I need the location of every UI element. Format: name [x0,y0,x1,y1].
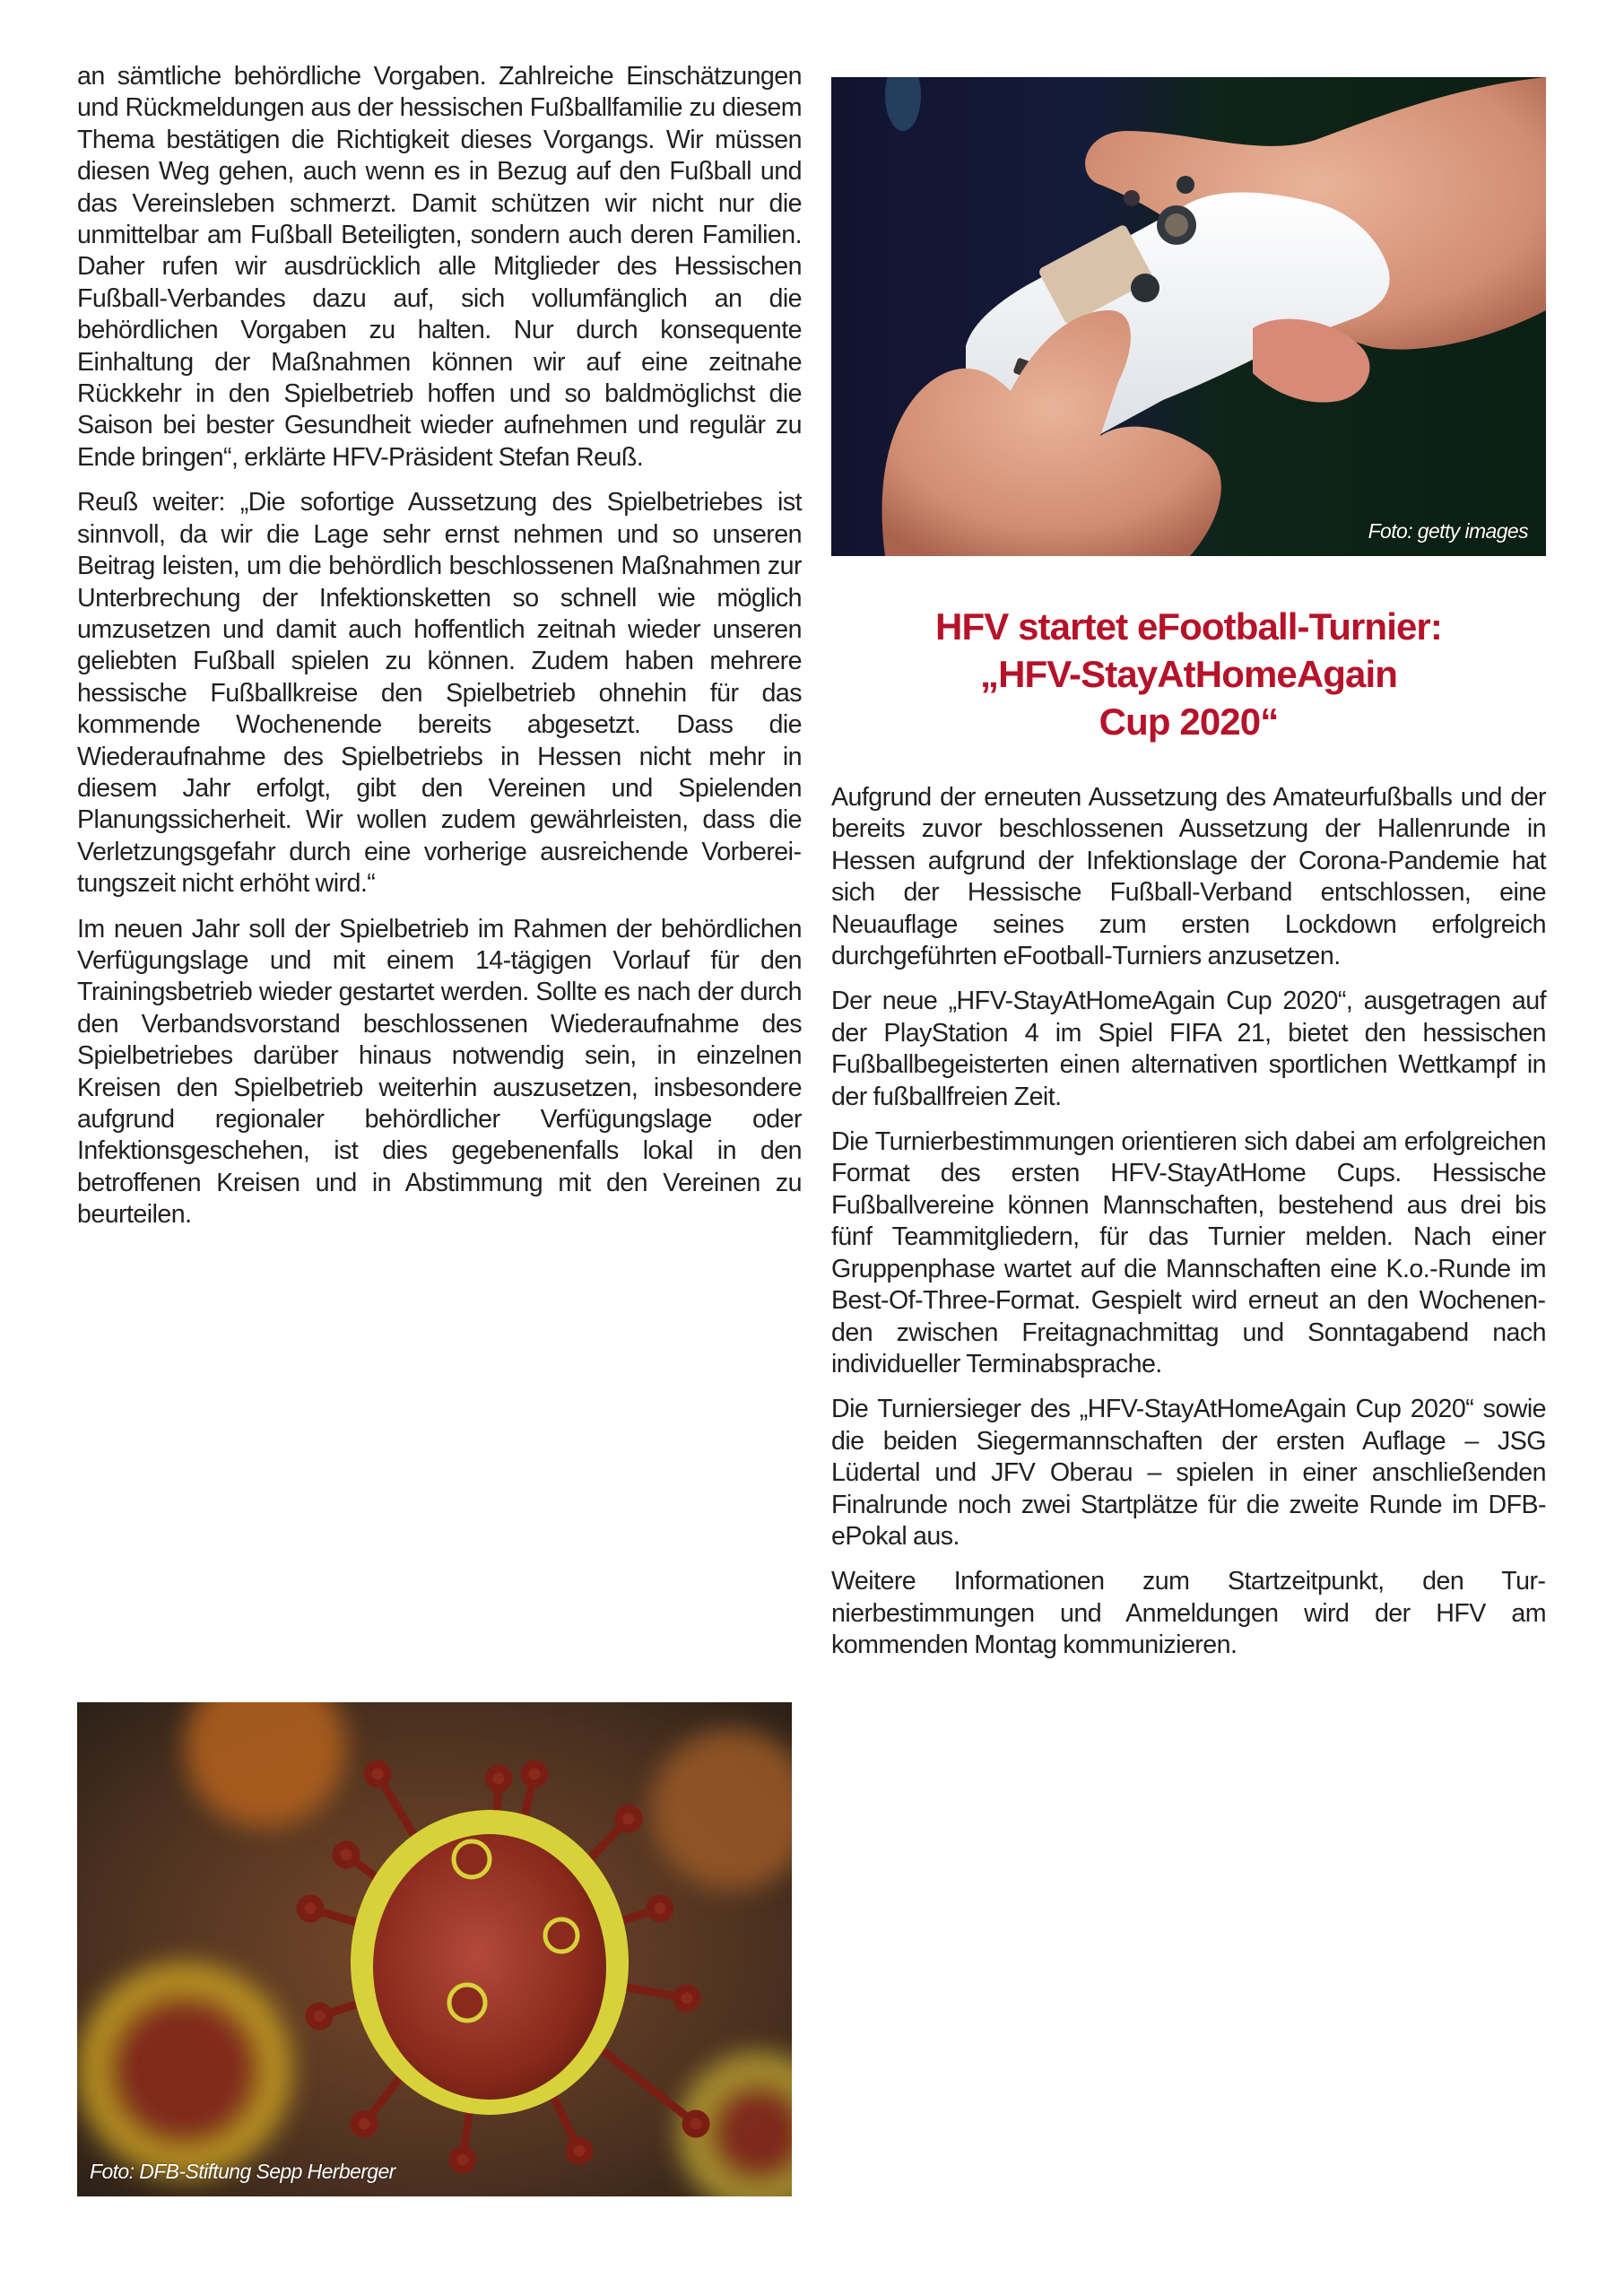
headline-line: HFV startet eFootball-Turnier: [935,605,1442,648]
paragraph: an sämtliche behördliche Vorgaben. Zahlreiche Einschätzungen und Rückmeldungen aus der hessischen Fußballfamilie zu diesem Thema bestätigen die Richtigkeit dieses Vorgangs. Wir müssen diesen Weg gehen, auch wenn es in Bezug auf den Fußball und das Vereinsleben schmerzt. Damit schützen wir nicht nur die unmittelbar am Fußball Beteiligten, sondern auch deren Familien. Daher rufen wir ausdrücklich alle Mitglieder des Hessischen Fußball-Verbandes dazu auf, sich vollumfänglich an die behördlichen Vorgaben zu halten. Nur durch konsequente Einhaltung der Maßnahmen können wir auf eine zeitnahe Rückkehr in den Spielbetrieb hoffen und so baldmöglichst die Saison bei bester Gesundheit wieder aufnehmen und regulär zu Ende bringen“, erklärte HFV-Präsident Stefan Reuß. [77,62,802,472]
article-body [831,782,1546,1675]
coronavirus-image [77,1702,792,2196]
headline-line: Cup 2020“ [1099,700,1279,743]
photo-credit: Foto: getty images [1368,519,1528,543]
paragraph: Die Turnierbestimmungen orientieren sich dabei am erfolgreichen Format des ersten HFV-StayAtHome Cups. Hessische Fußballvereine können Mannschaften, bestehend aus drei bis fünf Teammitgliedern, für das Turnier melden. Nach einer Gruppenphase wartet auf die Mannschaften eine K.o.-Runde im Best-Of-Three-Format. Gespielt wird erneut an den Wochenenden zwischen Freitagnachmittag und Sonntagabend nach individueller Terminabsprache. [831,1127,1546,1378]
paragraph: Aufgrund der erneuten Aussetzung des Amateurfußballs und der bereits zuvor beschlossenen Aussetzung der Hallenrunde in Hessen aufgrund der Infektionslage der Corona-Pandemie hat sich der Hessische Fußball-Verband entschlossen, eine Neuauflage seines zum ersten Lockdown erfolgreich durchgeführten eFootball-Turniers anzusetzen. [831,783,1546,971]
headline-line: „HFV-StayAtHomeAgain [979,653,1398,695]
paragraph: Weitere Informationen zum Startzeitpunkt, den Turnierbestimmungen und Anmeldungen wird der HFV am kommenden Montag kommunizieren. [831,1567,1546,1660]
controller-photo [831,77,1546,556]
game-controller-image [831,77,1546,556]
left-column-text [77,61,802,1245]
paragraph: Der neue „HFV-StayAtHomeAgain Cup 2020“, ausgetragen auf der PlayStation 4 im Spiel FIFA 21, bietet den hessischen Fußballbegeisterten einen alternativen sportlichen Wettkampf in der fußballfreien Zeit. [831,987,1546,1111]
article-headline [831,603,1546,745]
paragraph: Reuß weiter: „Die sofortige Aussetzung des Spielbetriebes ist sinnvoll, da wir die Lage sehr ernst nehmen und so unseren Beitrag leisten, um die behördlich beschlossenen Maßnahmen zur Unterbrechung der Infektionsketten so schnell wie möglich umzusetzen und damit auch hoffentlich zeitnah wieder unseren geliebten Fußball spielen zu können. Zudem haben mehrere hessische Fußballkreise den Spielbetrieb ohnehin für das kommende Wochenende bereits abgesetzt. Dass die Wiederaufnahme des Spielbetriebs in Hessen nicht mehr in diesem Jahr erfolgt, gibt den Vereinen und Spielenden Planungssicherheit. Wir wollen zudem gewährleisten, dass die Verletzungsgefahr durch eine vorherige ausreichende Vorbereitungszeit nicht erhöht wird.“ [77,488,802,899]
virus-photo [77,1702,792,2196]
paragraph: Die Turniersieger des „HFV-StayAtHomeAgain Cup 2020“ sowie die beiden Siegermannschaften der ersten Auflage – JSG Lüdertal und JFV Oberau – spielen in einer anschließenden Finalrunde noch zwei Startplätze für die zweite Runde im DFB-ePokal aus. [831,1395,1546,1551]
photo-credit: Foto: DFB-Stiftung Sepp Herberger [90,2160,395,2183]
paragraph: Im neuen Jahr soll der Spielbetrieb im Rahmen der behördlichen Verfügungslage und mit einem 14-tägigen Vorlauf für den Trainingsbetrieb wieder gestartet werden. Sollte es nach der durch den Verbandsvorstand beschlossenen Wiederaufnahme des Spielbetriebes darüber hinaus notwendig sein, in einzelnen Kreisen den Spielbetrieb weiterhin auszusetzen, insbesondere aufgrund regionaler behördlicher Verfügungslage oder Infektionsgeschehen, ist dies gegebenenfalls lokal in den betroffenen Kreisen und in Abstimmung mit den Vereinen zu beurteilen. [77,914,802,1230]
